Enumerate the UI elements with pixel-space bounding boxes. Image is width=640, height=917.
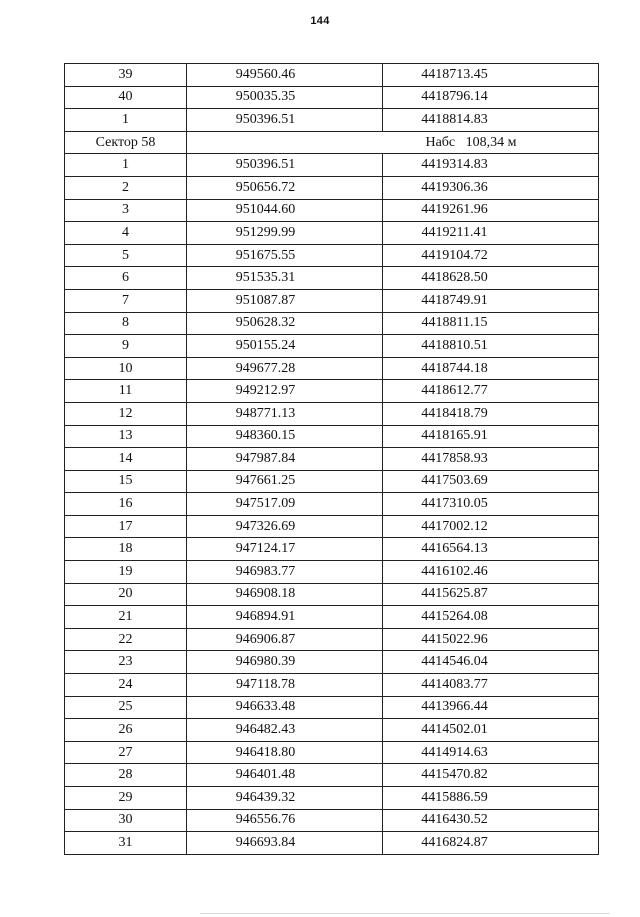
- table-row: [65, 493, 599, 516]
- point-number-cell: 10: [65, 357, 187, 380]
- point-number-cell: 21: [65, 606, 187, 629]
- y-coordinate-cell: 4419306.36: [383, 176, 599, 199]
- y-coordinate-cell: 4416102.46: [383, 561, 599, 584]
- x-coordinate-cell: 951044.60: [187, 199, 383, 222]
- table-row: [65, 809, 599, 832]
- point-number-cell: 12: [65, 402, 187, 425]
- point-number-cell: 6: [65, 267, 187, 290]
- x-coordinate-cell: 946983.77: [187, 561, 383, 584]
- y-coordinate-cell: 4415470.82: [383, 764, 599, 787]
- table-row: [65, 222, 599, 245]
- y-coordinate-cell: 4415886.59: [383, 787, 599, 810]
- table-row: [65, 606, 599, 629]
- table-row: [65, 312, 599, 335]
- point-number-cell: 24: [65, 674, 187, 697]
- x-coordinate-cell: 947124.17: [187, 538, 383, 561]
- table-row: [65, 674, 599, 697]
- y-coordinate-cell: 4418165.91: [383, 425, 599, 448]
- table-row: [65, 561, 599, 584]
- y-coordinate-cell: 4419261.96: [383, 199, 599, 222]
- point-number-cell: 4: [65, 222, 187, 245]
- y-coordinate-cell: 4419104.72: [383, 244, 599, 267]
- point-number-cell: 9: [65, 335, 187, 358]
- point-number-cell: 8: [65, 312, 187, 335]
- x-coordinate-cell: 950155.24: [187, 335, 383, 358]
- y-coordinate-cell: 4414083.77: [383, 674, 599, 697]
- x-coordinate-cell: 949212.97: [187, 380, 383, 403]
- y-coordinate-cell: 4418811.15: [383, 312, 599, 335]
- y-coordinate-cell: 4418796.14: [383, 86, 599, 109]
- y-coordinate-cell: 4418628.50: [383, 267, 599, 290]
- y-coordinate-cell: 4416824.87: [383, 832, 599, 855]
- point-number-cell: 14: [65, 448, 187, 471]
- point-number-cell: 15: [65, 470, 187, 493]
- point-number-cell: 20: [65, 583, 187, 606]
- point-number-cell: 29: [65, 787, 187, 810]
- point-number-cell: 25: [65, 696, 187, 719]
- coordinates-table: [64, 63, 599, 855]
- table-row: [65, 787, 599, 810]
- x-coordinate-cell: 950656.72: [187, 176, 383, 199]
- point-number-cell: 19: [65, 561, 187, 584]
- point-number-cell: 16: [65, 493, 187, 516]
- table-row: [65, 380, 599, 403]
- x-coordinate-cell: 946556.76: [187, 809, 383, 832]
- y-coordinate-cell: 4414914.63: [383, 741, 599, 764]
- sector-elevation: Набс 108,34 м: [187, 131, 599, 154]
- y-coordinate-cell: 4413966.44: [383, 696, 599, 719]
- x-coordinate-cell: 951675.55: [187, 244, 383, 267]
- y-coordinate-cell: 4419211.41: [383, 222, 599, 245]
- y-coordinate-cell: 4418418.79: [383, 402, 599, 425]
- table-row: [65, 86, 599, 109]
- table-row: [65, 583, 599, 606]
- x-coordinate-cell: 950035.35: [187, 86, 383, 109]
- x-coordinate-cell: 947661.25: [187, 470, 383, 493]
- x-coordinate-cell: 950396.51: [187, 154, 383, 177]
- y-coordinate-cell: 4417858.93: [383, 448, 599, 471]
- point-number-cell: 2: [65, 176, 187, 199]
- x-coordinate-cell: 946401.48: [187, 764, 383, 787]
- y-coordinate-cell: 4418612.77: [383, 380, 599, 403]
- x-coordinate-cell: 946633.48: [187, 696, 383, 719]
- point-number-cell: 22: [65, 628, 187, 651]
- table-row: [65, 719, 599, 742]
- table-row: [65, 628, 599, 651]
- point-number-cell: 27: [65, 741, 187, 764]
- table-row: [65, 199, 599, 222]
- point-number-cell: 17: [65, 515, 187, 538]
- y-coordinate-cell: 4415625.87: [383, 583, 599, 606]
- table-row: [65, 470, 599, 493]
- y-coordinate-cell: 4418744.18: [383, 357, 599, 380]
- x-coordinate-cell: 947517.09: [187, 493, 383, 516]
- y-coordinate-cell: 4417310.05: [383, 493, 599, 516]
- y-coordinate-cell: 4418814.83: [383, 109, 599, 132]
- x-coordinate-cell: 947118.78: [187, 674, 383, 697]
- table-row: [65, 335, 599, 358]
- x-coordinate-cell: 947987.84: [187, 448, 383, 471]
- y-coordinate-cell: 4415264.08: [383, 606, 599, 629]
- x-coordinate-cell: 950396.51: [187, 109, 383, 132]
- point-number-cell: 23: [65, 651, 187, 674]
- x-coordinate-cell: 946906.87: [187, 628, 383, 651]
- x-coordinate-cell: 947326.69: [187, 515, 383, 538]
- table-row: [65, 357, 599, 380]
- coordinates-table-body: [65, 64, 599, 855]
- table-row: [65, 289, 599, 312]
- point-number-cell: 1: [65, 109, 187, 132]
- table-row: [65, 402, 599, 425]
- table-row: [65, 448, 599, 471]
- point-number-cell: 11: [65, 380, 187, 403]
- point-number-cell: 31: [65, 832, 187, 855]
- point-number-cell: 39: [65, 64, 187, 87]
- table-row: [65, 538, 599, 561]
- y-coordinate-cell: 4415022.96: [383, 628, 599, 651]
- point-number-cell: 40: [65, 86, 187, 109]
- table-row: [65, 651, 599, 674]
- point-number-cell: 1: [65, 154, 187, 177]
- y-coordinate-cell: 4419314.83: [383, 154, 599, 177]
- y-coordinate-cell: 4418749.91: [383, 289, 599, 312]
- point-number-cell: 7: [65, 289, 187, 312]
- table-row: [65, 764, 599, 787]
- table-row: [65, 109, 599, 132]
- point-number-cell: 28: [65, 764, 187, 787]
- x-coordinate-cell: 948360.15: [187, 425, 383, 448]
- y-coordinate-cell: 4416430.52: [383, 809, 599, 832]
- x-coordinate-cell: 946693.84: [187, 832, 383, 855]
- x-coordinate-cell: 946908.18: [187, 583, 383, 606]
- point-number-cell: 18: [65, 538, 187, 561]
- y-coordinate-cell: 4418810.51: [383, 335, 599, 358]
- sector-label: Сектор 58: [65, 131, 187, 154]
- y-coordinate-cell: 4418713.45: [383, 64, 599, 87]
- x-coordinate-cell: 946418.80: [187, 741, 383, 764]
- x-coordinate-cell: 949677.28: [187, 357, 383, 380]
- point-number-cell: 30: [65, 809, 187, 832]
- x-coordinate-cell: 946980.39: [187, 651, 383, 674]
- x-coordinate-cell: 951535.31: [187, 267, 383, 290]
- table-row: [65, 696, 599, 719]
- table-row: [65, 267, 599, 290]
- table-row: [65, 244, 599, 267]
- table-row: [65, 176, 599, 199]
- y-coordinate-cell: 4417002.12: [383, 515, 599, 538]
- table-row: [65, 515, 599, 538]
- x-coordinate-cell: 950628.32: [187, 312, 383, 335]
- x-coordinate-cell: 946894.91: [187, 606, 383, 629]
- x-coordinate-cell: 951087.87: [187, 289, 383, 312]
- table-row: [65, 64, 599, 87]
- x-coordinate-cell: 951299.99: [187, 222, 383, 245]
- x-coordinate-cell: 949560.46: [187, 64, 383, 87]
- y-coordinate-cell: 4417503.69: [383, 470, 599, 493]
- point-number-cell: 13: [65, 425, 187, 448]
- x-coordinate-cell: 948771.13: [187, 402, 383, 425]
- point-number-cell: 26: [65, 719, 187, 742]
- sector-header-row: [65, 131, 599, 154]
- table-row: [65, 832, 599, 855]
- y-coordinate-cell: 4414546.04: [383, 651, 599, 674]
- table-row: [65, 154, 599, 177]
- x-coordinate-cell: 946482.43: [187, 719, 383, 742]
- table-row: [65, 425, 599, 448]
- y-coordinate-cell: 4416564.13: [383, 538, 599, 561]
- x-coordinate-cell: 946439.32: [187, 787, 383, 810]
- y-coordinate-cell: 4414502.01: [383, 719, 599, 742]
- table-row: [65, 741, 599, 764]
- point-number-cell: 5: [65, 244, 187, 267]
- page-number: 144: [310, 15, 330, 27]
- point-number-cell: 3: [65, 199, 187, 222]
- scan-artifact-line: [200, 913, 610, 914]
